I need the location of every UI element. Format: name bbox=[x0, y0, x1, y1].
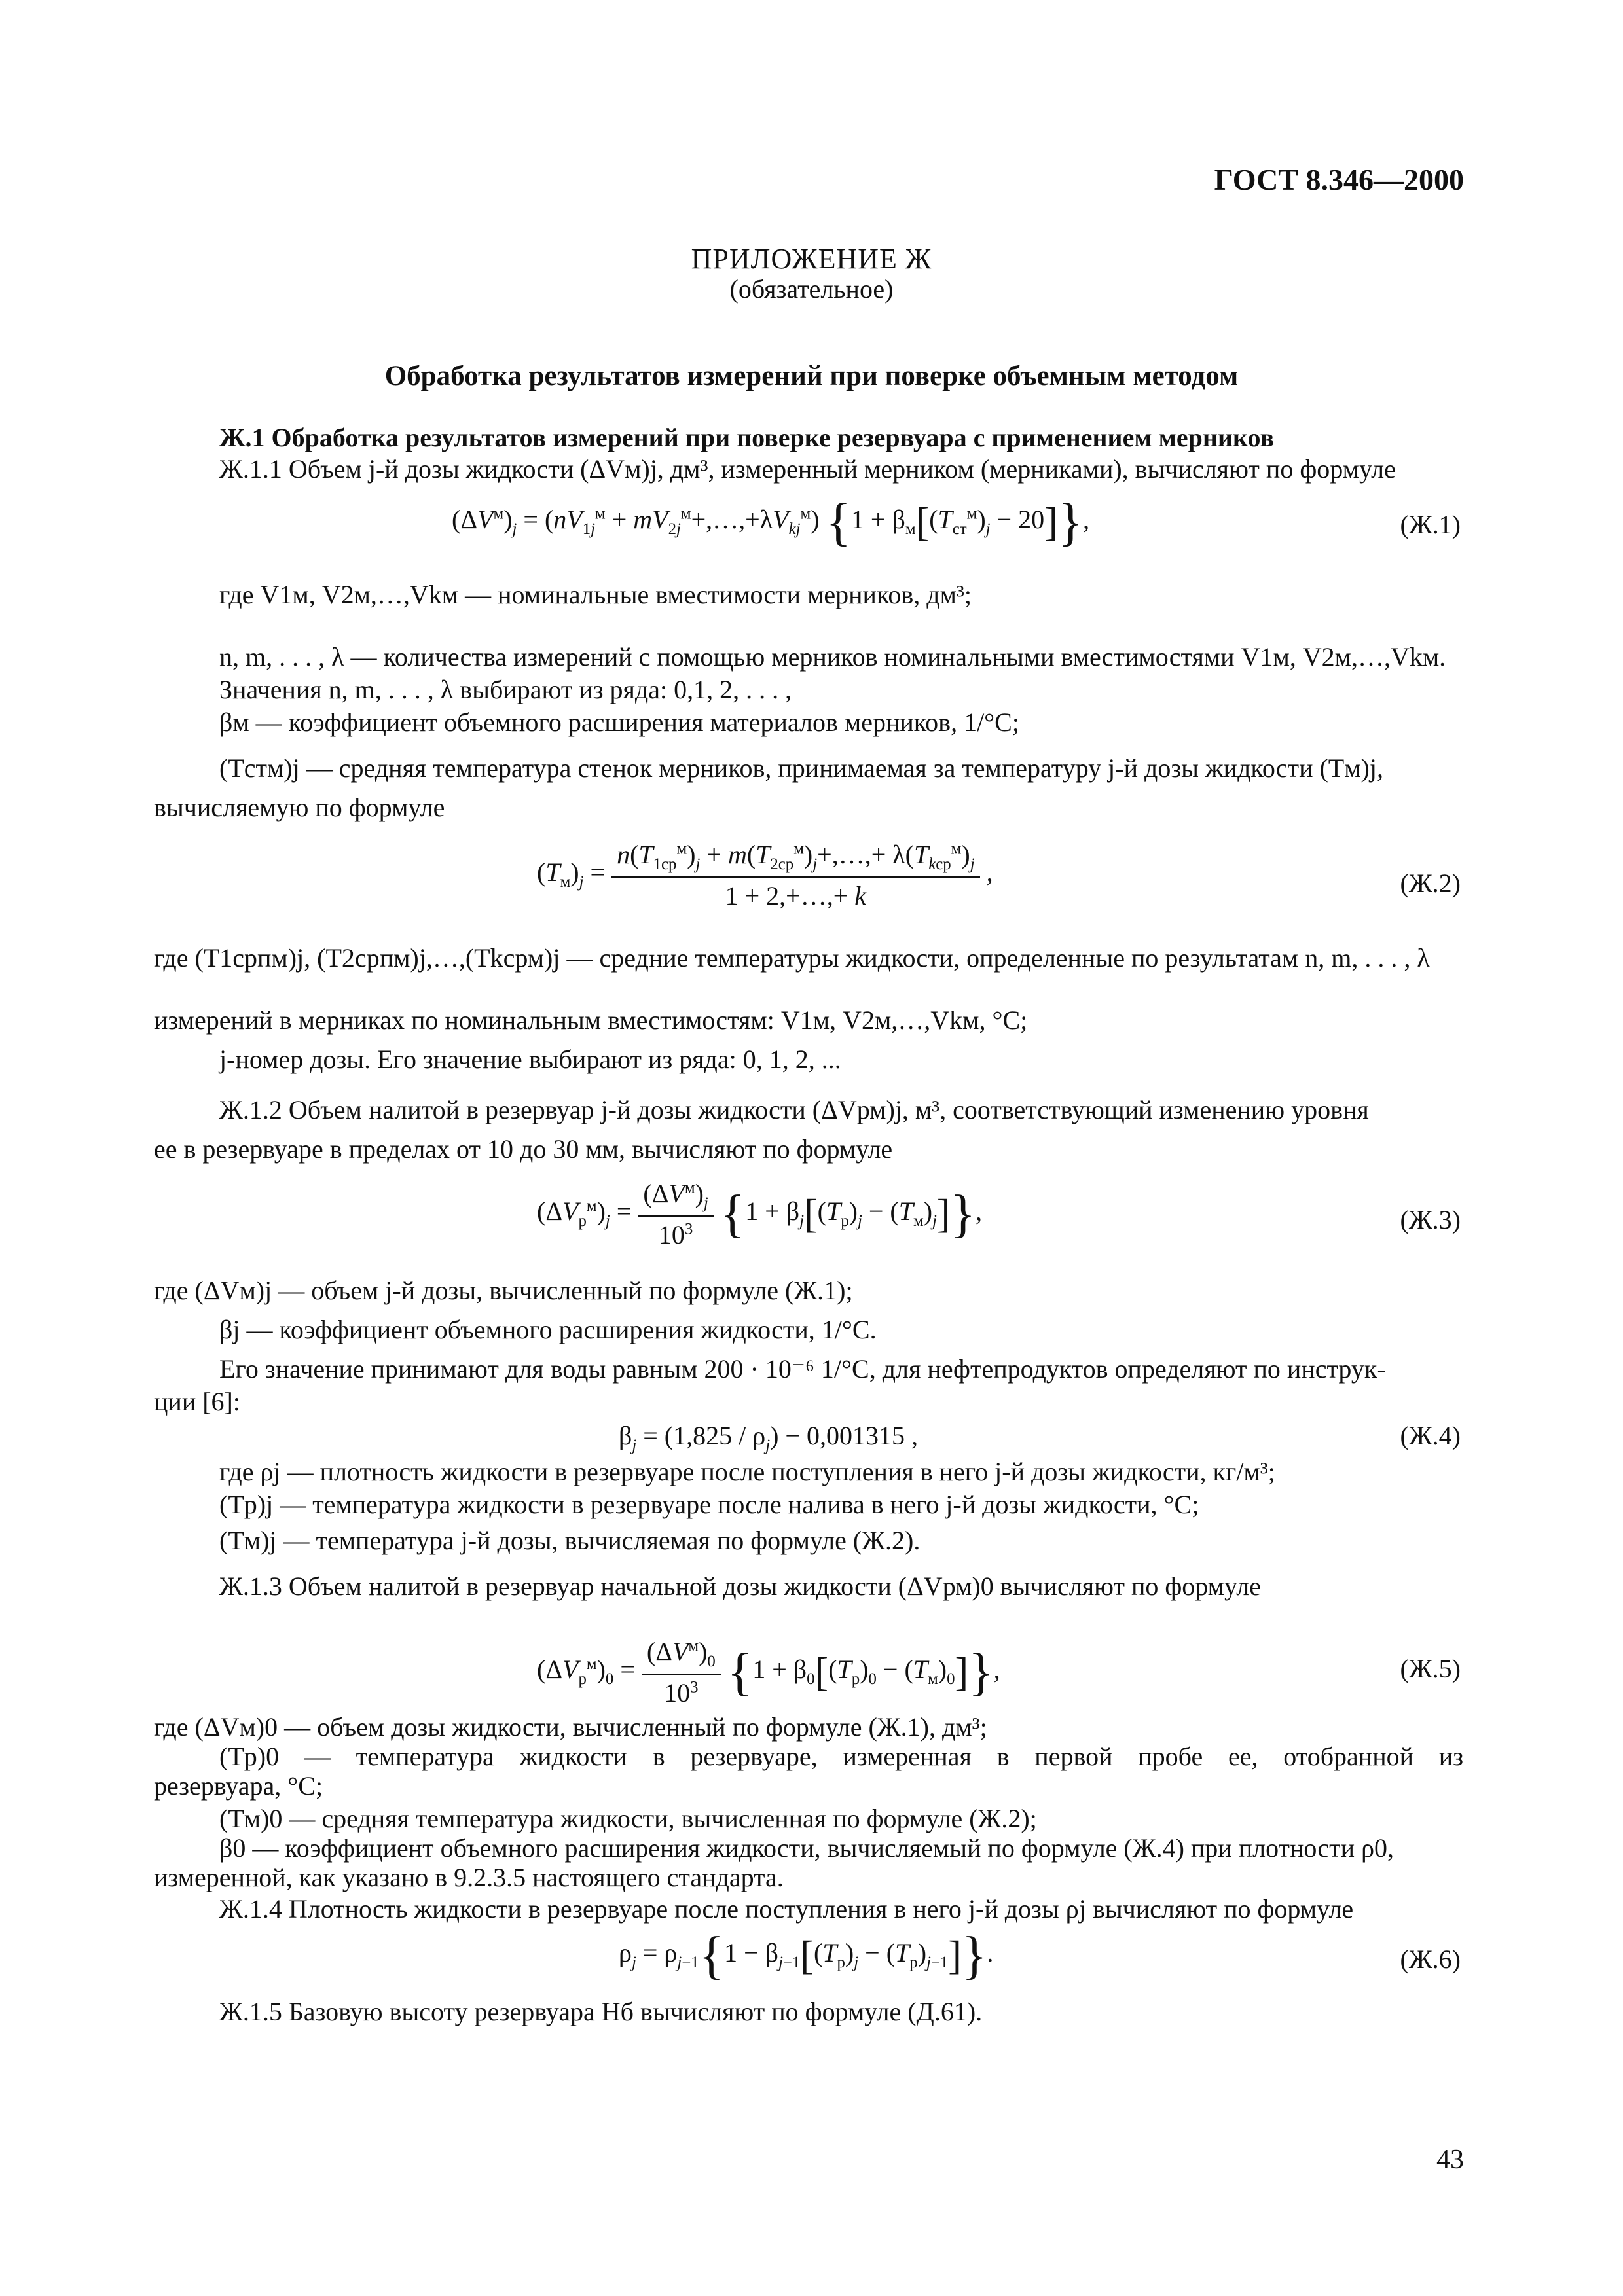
formula-j6: $\rho_j = \rho_{j-1}\{1 - \beta_{j-1}[(T_р)_j - (T_р)_{j-1}]\}$. bbox=[619, 1926, 994, 1984]
tp-definition: (Tр)j — температура жидкости в резервуаре после налива в него j-й дозы жидкости, °С; bbox=[219, 1490, 1199, 1519]
formula-j5: $(\Delta V_р^м)_0$ = $\frac{(\Delta V^м)_0}{10^3}$ $\{1 + \beta_0[(T_р)_0 - (T_м)_0]\}$, bbox=[537, 1637, 1000, 1708]
rho-definition: где ρj — плотность жидкости в резервуаре после поступления в него j-й дозы жидкости, кг/м³; bbox=[219, 1457, 1275, 1486]
tst-continuation: вычисляемую по формуле bbox=[154, 793, 445, 822]
formula-j1: $(\Delta V^м)_j = (nV_{1j}^м$ + $mV_{2j}^м+,\dots,+\lambda V_{kj}^м$) $\{1 + \beta_м[(T_{ст}^м)_j - 20]\}$, bbox=[452, 493, 1090, 551]
paragraph-j11: Ж.1.1 Объем j-й дозы жидкости (ΔVм)j, дм³, измеренный мерником (мерниками), вычисляют по формуле bbox=[219, 454, 1396, 484]
nm-definition: n, m, . . . , λ — количества измерений с помощью мерников номинальными вместимостями V1м, V2м,…,Vkм. bbox=[219, 642, 1446, 672]
tp0-definition-b: резервуара, °С; bbox=[154, 1771, 323, 1801]
formula-j4: $\beta_j = (1,825 / \rho_j) - 0,001315$ , bbox=[619, 1421, 918, 1454]
where-2-continuation: измерений в мерниках по номинальным вместимостям: V1м, V2м,…,Vkм, °C; bbox=[154, 1005, 1028, 1035]
paragraph-j14: Ж.1.4 Плотность жидкости в резервуаре после поступления в него j-й дозы ρj вычисляют по формуле bbox=[219, 1894, 1354, 1924]
beta0-definition-b: измеренной, как указано в 9.2.3.5 настоящего стандарта. bbox=[154, 1863, 784, 1892]
beta-j-definition: βj — коэффициент объемного расширения жидкости, 1/°С. bbox=[219, 1315, 877, 1344]
page-number: 43 bbox=[1436, 2145, 1464, 2175]
beta-value-a: Его значение принимают для воды равным 200 · 10⁻⁶ 1/°С, для нефтепродуктов определяют по инструк- bbox=[219, 1354, 1386, 1384]
paragraph-j12-a: Ж.1.2 Объем налитой в резервуар j-й дозы жидкости (ΔVрм)j, м³, соответствующий изменению уровня bbox=[219, 1095, 1369, 1124]
formula-j1-label: (Ж.1) bbox=[1400, 510, 1461, 539]
annex-status: (обязательное) bbox=[729, 274, 894, 304]
formula-j2-label: (Ж.2) bbox=[1400, 869, 1461, 898]
main-heading: Обработка результатов измерений при поверке объемным методом bbox=[384, 361, 1239, 391]
formula-j2: $(T_м)_j$ = $\frac{n(T_{1ср}^м)_j + m(T_{2ср}^м)_j+,\dots,+ \lambda(T_{kср}^м)_j}{1 + 2,+\dots,+ k}$ , bbox=[537, 840, 993, 910]
beta-m-definition: βм — коэффициент объемного расширения материалов мерников, 1/°С; bbox=[219, 708, 1019, 737]
paragraph-j12-b: ее в резервуаре в пределах от 10 до 30 мм, вычисляют по формуле bbox=[154, 1134, 893, 1164]
formula-j3: $(\Delta V_р^м)_j$ = $\frac{(\Delta V^м)_j}{10^3}$ $\{1 + \beta_j[(T_р)_j - (T_м)_j]\}$, bbox=[537, 1179, 982, 1249]
where-3: где (ΔVм)j — объем j-й дозы, вычисленный по формуле (Ж.1); bbox=[154, 1276, 853, 1305]
paragraph-j13: Ж.1.3 Объем налитой в резервуар начальной дозы жидкости (ΔVрм)0 вычисляют по формуле bbox=[219, 1571, 1261, 1601]
formula-j5-label: (Ж.5) bbox=[1400, 1654, 1461, 1683]
j-definition: j-номер дозы. Его значение выбирают из ряда: 0, 1, 2, ... bbox=[219, 1045, 841, 1074]
where-2: где (T1српм)j, (T2српм)j,…,(Tkсрм)j — средние температуры жидкости, определенные по результатам n, m, . . . , λ bbox=[154, 943, 1430, 973]
paragraph-j15: Ж.1.5 Базовую высоту резервуара Hб вычисляют по формуле (Д.61). bbox=[219, 1997, 983, 2026]
formula-j4-label: (Ж.4) bbox=[1400, 1421, 1461, 1450]
formula-j3-label: (Ж.3) bbox=[1400, 1205, 1461, 1234]
where-5: где (ΔVм)0 — объем дозы жидкости, вычисленный по формуле (Ж.1), дм³; bbox=[154, 1712, 987, 1742]
beta0-definition-a: β0 — коэффициент объемного расширения жидкости, вычисляемый по формуле (Ж.4) при плотности ρ0, bbox=[219, 1833, 1395, 1863]
tm0-definition: (Tм)0 — средняя температура жидкости, вычисленная по формуле (Ж.2); bbox=[219, 1804, 1037, 1833]
annex-title: ПРИЛОЖЕНИЕ Ж bbox=[691, 243, 932, 275]
document-id: ГОСТ 8.346—2000 bbox=[1214, 163, 1464, 196]
tm-definition: (Tм)j — температура j-й дозы, вычисляемая по формуле (Ж.2). bbox=[219, 1526, 921, 1555]
nm-values: Значения n, m, . . . , λ выбирают из ряда: 0,1, 2, . . . , bbox=[219, 675, 792, 704]
formula-j6-label: (Ж.6) bbox=[1400, 1945, 1461, 1974]
tp0-definition-a: (Tр)0 — температура жидкости в резервуаре, измеренная в первой пробе ее, отобранной из bbox=[219, 1742, 1463, 1771]
where-1: где V1м, V2м,…,Vkм — номинальные вместимости мерников, дм³; bbox=[219, 580, 972, 609]
beta-value-b: ции [6]: bbox=[154, 1387, 240, 1416]
tst-definition: (Tстм)j — средняя температура стенок мерников, принимаемая за температуру j-й дозы жидкости (Tм)j, bbox=[219, 753, 1383, 783]
section-heading: Ж.1 Обработка результатов измерений при поверке резервуара с применением мерников bbox=[219, 423, 1275, 452]
